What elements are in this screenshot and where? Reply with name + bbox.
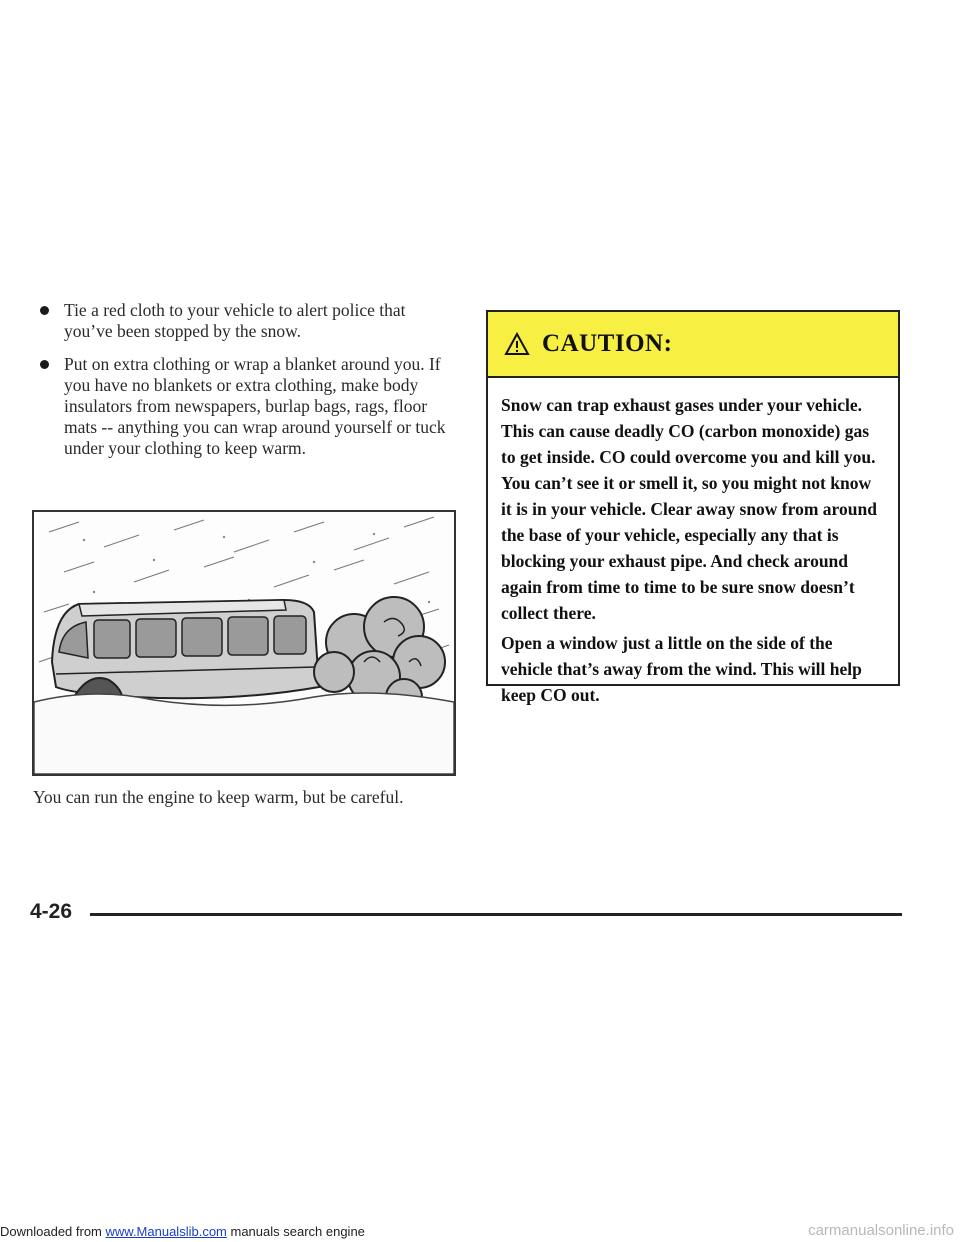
page-rule — [90, 913, 902, 916]
bullet-text: Put on extra clothing or wrap a blanket around you. If you have no blankets or extra clothing, make body insulators from newspapers, burlap bags, rags, floor mats -- anything you can wrap around yourself or tuck under your clothing to keep warm. — [64, 354, 446, 458]
caution-header — [488, 312, 898, 378]
snow-drift — [34, 693, 454, 774]
caution-paragraph: Open a window just a little on the side of the vehicle that’s away from the wind. This will help keep CO out. — [501, 633, 862, 705]
bullet-item — [38, 300, 458, 342]
page-number: 4-26 — [30, 900, 73, 923]
warning-triangle-icon — [504, 332, 530, 356]
van-snow-drawing — [34, 512, 454, 774]
download-footer — [0, 1224, 365, 1239]
bullet-dot-icon — [40, 306, 49, 315]
bullet-item — [38, 354, 458, 459]
watermark-text: carmanualsonline.info — [808, 1222, 954, 1239]
van-in-snow-illustration — [32, 510, 456, 776]
bullet-dot-icon — [40, 360, 49, 369]
bullet-text: Tie a red cloth to your vehicle to alert police that you’ve been stopped by the snow. — [64, 300, 406, 341]
caution-body — [488, 378, 898, 708]
caution-title: CAUTION: — [542, 330, 673, 357]
caution-box — [486, 310, 900, 705]
footer-prefix: Downloaded from — [0, 1224, 106, 1239]
footer-suffix: manuals search engine — [226, 1224, 365, 1239]
manualslib-link[interactable]: www.Manualslib.com — [105, 1224, 227, 1239]
bullet-list — [38, 300, 458, 471]
caution-paragraph: Snow can trap exhaust gases under your vehicle. This can cause deadly CO (carbon monoxide) gas to get inside. CO could overcome you and kill you. You can’t see it or smell it, so you might not know it is in your vehicle. Clear away snow from around the base of your vehicle, especially any that is blocking your exhaust pipe. And check around again from time to time to be sure snow doesn’t collect there. — [501, 395, 877, 623]
van-body — [52, 600, 319, 702]
illustration-caption: You can run the engine to keep warm, but be careful. — [33, 787, 404, 807]
